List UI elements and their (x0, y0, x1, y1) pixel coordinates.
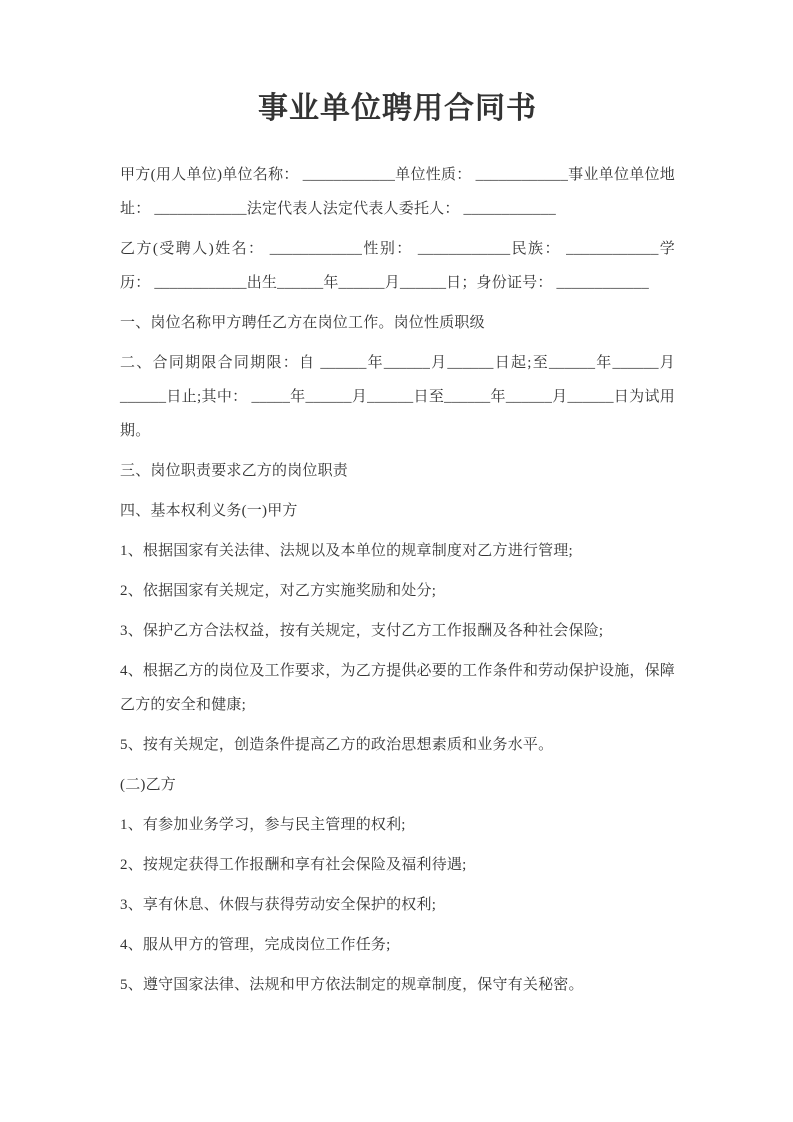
paragraph: 四、基本权利义务(一)甲方 (120, 503, 298, 519)
paragraph: 5、按有关规定，创造条件提高乙方的政治思想素质和业务水平。 (120, 737, 554, 753)
paragraph: 1、根据国家有关法律、法规以及本单位的规章制度对乙方进行管理; (120, 543, 573, 559)
paragraph: 3、保护乙方合法权益，按有关规定，支付乙方工作报酬及各种社会保险; (120, 623, 604, 639)
paragraph: 乙方(受聘人)姓名： ____________性别： ____________民族： ____________学历： ____________出生______年______月______日；身份证号： ____________ (120, 241, 675, 291)
paragraph: 二、合同期限合同期限：自 ______年______月______日起;至______年______月______日止;其中： _____年______月______日至______年______月______日为试用期。 (120, 355, 675, 439)
paragraph: (二)乙方 (120, 777, 176, 793)
paragraph: 2、依据国家有关规定，对乙方实施奖励和处分; (120, 583, 437, 599)
document-body (120, 158, 675, 1002)
paragraph: 2、按规定获得工作报酬和享有社会保险及福利待遇; (120, 857, 467, 873)
paragraph: 3、享有休息、休假与获得劳动安全保护的权利; (120, 897, 437, 913)
paragraph: 5、遵守国家法律、法规和甲方依法制定的规章制度，保守有关秘密。 (120, 977, 584, 993)
paragraph: 4、根据乙方的岗位及工作要求，为乙方提供必要的工作条件和劳动保护设施，保障乙方的安全和健康; (120, 663, 675, 713)
paragraph: 1、有参加业务学习，参与民主管理的权利; (120, 817, 406, 833)
document-title: 事业单位聘用合同书 (258, 92, 537, 125)
paragraph: 甲方(用人单位)单位名称： ____________单位性质： ____________事业单位单位地址： ____________法定代表人法定代表人委托人： ____________ (120, 167, 675, 217)
paragraph: 一、岗位名称甲方聘任乙方在岗位工作。岗位性质职级 (120, 315, 485, 331)
paragraph: 三、岗位职责要求乙方的岗位职责 (120, 463, 349, 479)
paragraph: 4、服从甲方的管理，完成岗位工作任务; (120, 937, 391, 953)
